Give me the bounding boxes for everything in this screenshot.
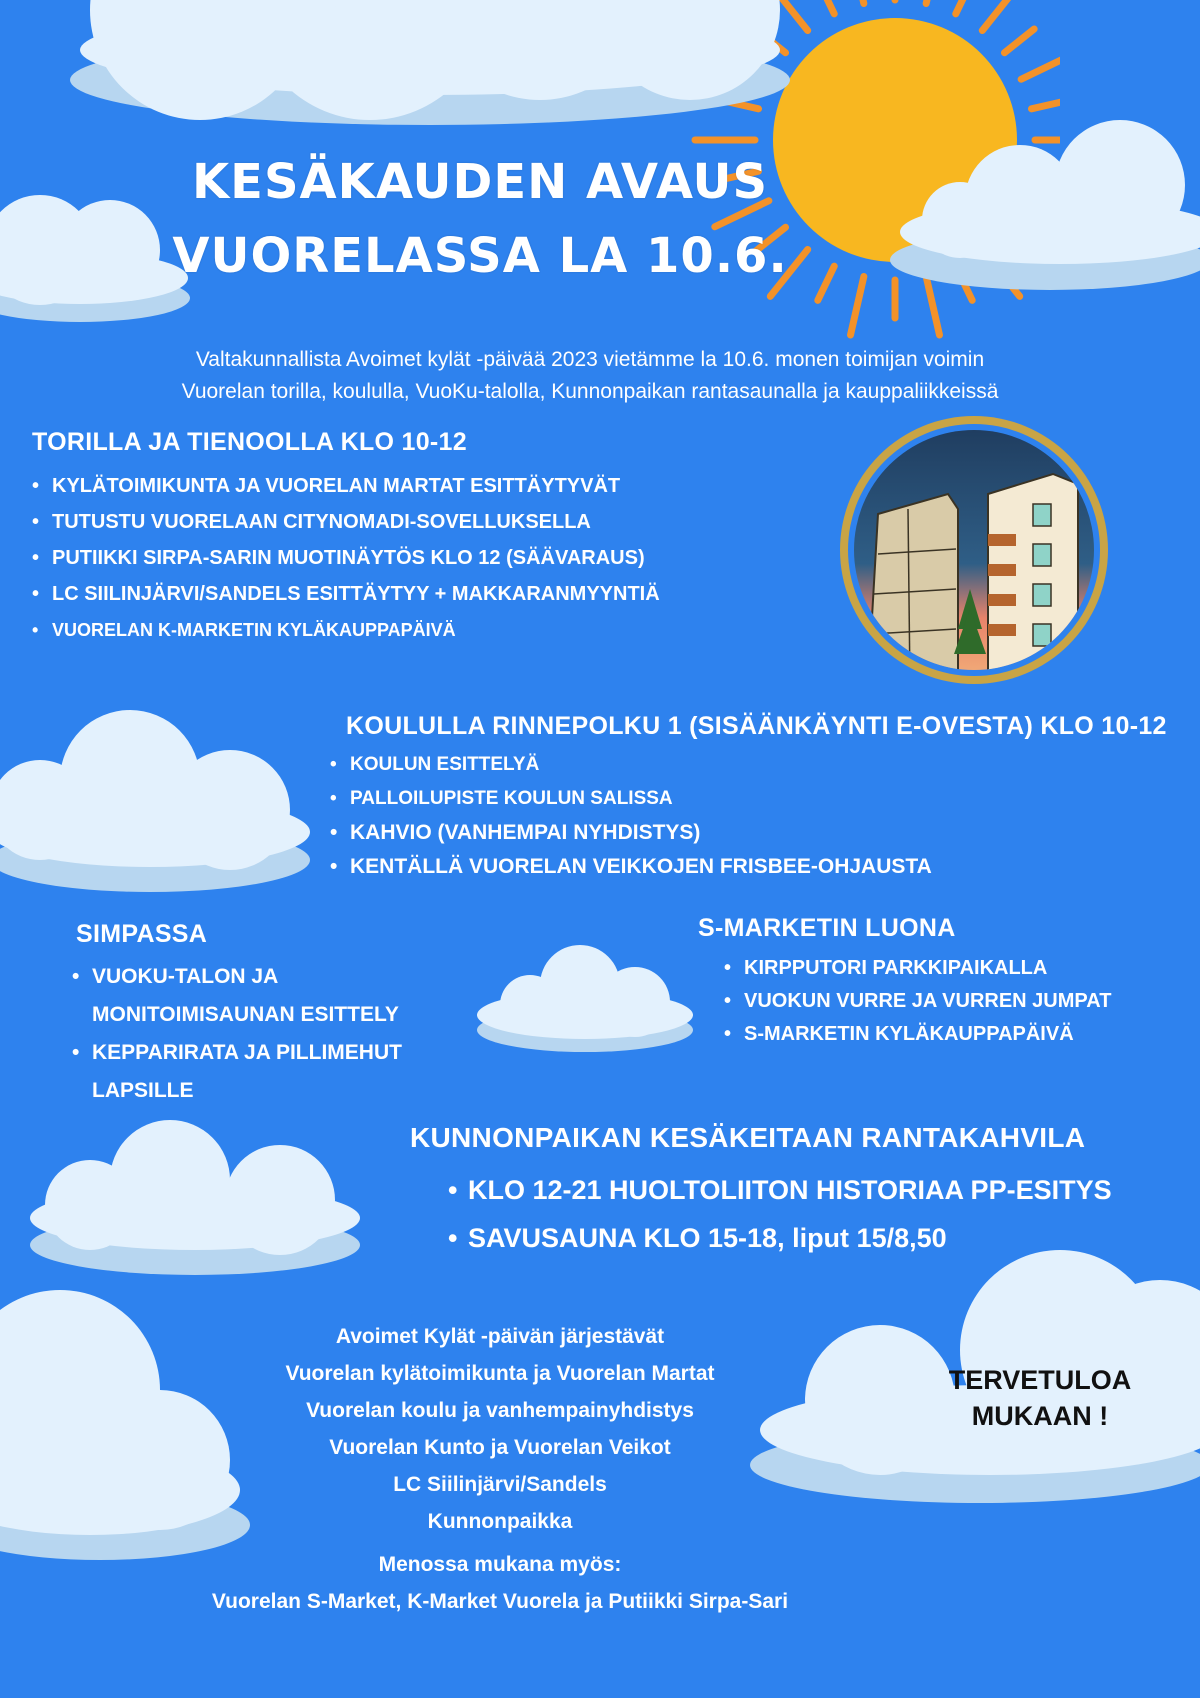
sun-ray — [850, 276, 863, 334]
list-item: • KOULUN ESITTELYÄ — [350, 748, 932, 782]
list-item — [92, 1034, 402, 1110]
footer-line: Vuorelan S-Market, K-Market Vuorela ja Putiikki Sirpa-Sari — [211, 1590, 789, 1613]
list-item: • KIRPPUTORI PARKKIPAIKALLA — [744, 952, 1111, 985]
sun-ray — [982, 0, 1019, 31]
list-item: • PALLOILUPISTE KOULUN SALISSA — [350, 782, 932, 816]
intro-line-1: Valtakunnallista Avoimet kylät -päivää 2023 vietämme la 10.6. monen toimijan voimin — [195, 348, 985, 371]
sun-ray — [850, 0, 863, 4]
sun-ray — [818, 0, 834, 14]
footer-line: Kunnonpaikka — [427, 1510, 573, 1533]
list-item-line: • VUOKU-TALON JA — [92, 965, 279, 988]
sun-ray — [1021, 53, 1060, 79]
cloud-icon — [880, 120, 1200, 300]
smarket-list — [722, 952, 1111, 1051]
cloud-icon — [0, 700, 320, 900]
footer-line: Avoimet Kylät -päivän järjestävät — [335, 1325, 665, 1348]
title-line-1: KESÄKAUDEN AVAUS — [191, 154, 769, 210]
simpassa-heading: SIMPASSA — [76, 920, 208, 948]
sun-ray — [818, 266, 834, 300]
sun-ray — [956, 0, 972, 14]
intro-line-2: Vuorelan torilla, koululla, VuoKu-talolla, Kunnonpaikan rantasaunalla ja kauppaliikkeissä — [181, 380, 999, 403]
title-line-2: VUORELASSA LA 10.6. — [172, 228, 788, 284]
welcome-line-2: MUKAAN ! — [971, 1401, 1109, 1431]
list-item: • VUORELAN K-MARKETIN KYLÄKAUPPAPÄIVÄ — [52, 612, 660, 648]
list-item: • KAHVIO (VANHEMPAI NYHDISTYS) — [350, 816, 932, 850]
list-item: • TUTUSTU VUORELAAN CITYNOMADI-SOVELLUKSELLA — [52, 504, 660, 540]
sun-ray — [1004, 29, 1034, 53]
koululla-list — [328, 748, 932, 884]
list-item — [92, 958, 402, 1034]
organizers-footer — [140, 1318, 860, 1620]
footer-line: LC Siilinjärvi/Sandels — [393, 1473, 607, 1496]
torilla-list — [30, 468, 660, 648]
simpassa-list — [70, 958, 402, 1110]
sun-ray — [926, 0, 939, 4]
kunnonpaikka-heading: KUNNONPAIKAN KESÄKEITAAN RANTAKAHVILA — [410, 1122, 1086, 1153]
torilla-heading: TORILLA JA TIENOOLLA KLO 10-12 — [32, 428, 467, 456]
footer-line: Menossa mukana myös: — [378, 1553, 622, 1576]
list-item-line: • KEPPARIRATA JA PILLIMEHUT — [92, 1041, 402, 1064]
list-item: • KYLÄTOIMIKUNTA JA VUORELAN MARTAT ESITTÄYTYVÄT — [52, 468, 660, 504]
koululla-heading: KOULULLA RINNEPOLKU 1 (SISÄÄNKÄYNTI E-OVESTA) KLO 10-12 — [346, 712, 1167, 740]
kunnonpaikka-list — [446, 1166, 1112, 1262]
list-item-line: MONITOIMISAUNAN ESITTELY — [92, 1003, 399, 1026]
list-item: • SAVUSAUNA KLO 15-18, liput 15/8,50 — [468, 1214, 1112, 1262]
cloud-icon — [40, 0, 820, 130]
list-item: • PUTIIKKI SIRPA-SARIN MUOTINÄYTÖS KLO 12 (SÄÄVARAUS) — [52, 540, 660, 576]
cloud-icon — [20, 1110, 370, 1280]
footer-line: Vuorelan koulu ja vanhempainyhdistys — [306, 1399, 694, 1422]
welcome-line-1: TERVETULOA — [948, 1365, 1132, 1395]
smarket-heading: S-MARKETIN LUONA — [698, 914, 956, 942]
list-item: • KLO 12-21 HUOLTOLIITON HISTORIAA PP-ESITYS — [468, 1166, 1112, 1214]
welcome-text — [910, 1362, 1170, 1434]
footer-line: Vuorelan Kunto ja Vuorelan Veikot — [329, 1436, 671, 1459]
list-item: • KENTÄLLÄ VUORELAN VEIKKOJEN FRISBEE-OHJAUSTA — [350, 850, 932, 884]
list-item: • VUOKUN VURRE JA VURREN JUMPAT — [744, 985, 1111, 1018]
list-item-line: LAPSILLE — [92, 1079, 194, 1102]
buildings-medallion-illustration — [838, 414, 1110, 686]
cloud-icon — [470, 930, 700, 1060]
list-item: • S-MARKETIN KYLÄKAUPPAPÄIVÄ — [744, 1018, 1111, 1051]
sun-ray — [1031, 100, 1060, 108]
intro-text — [60, 344, 1120, 408]
footer-line: Vuorelan kylätoimikunta ja Vuorelan Martat — [285, 1362, 715, 1385]
list-item: • LC SIILINJÄRVI/SANDELS ESITTÄYTYY + MAKKARANMYYNTIÄ — [52, 576, 660, 612]
